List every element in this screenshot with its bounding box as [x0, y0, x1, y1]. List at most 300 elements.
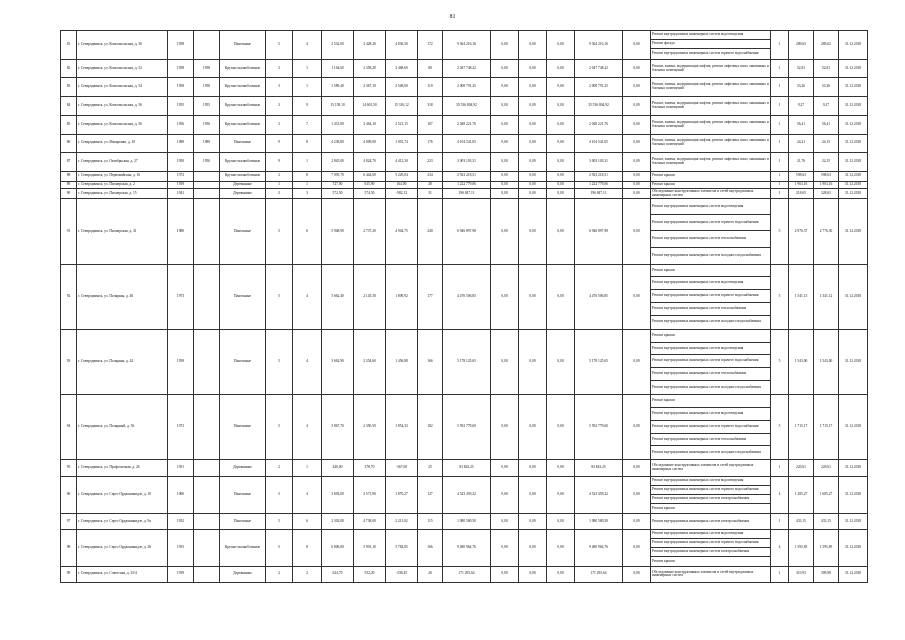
floors-cell: 3 — [266, 78, 293, 97]
works-count-cell: 5 — [771, 199, 789, 264]
area-total-cell: 5 948,90 — [322, 199, 354, 264]
unit-limit-cell: 56,41 — [814, 115, 839, 134]
unit-cost-cell: 53,26 — [789, 78, 814, 97]
cost-total-cell: 4 104 541,05 — [443, 134, 491, 153]
area-residential-cell: 2 350,50 — [354, 395, 386, 460]
wall-material-cell: Крупно-шлакоблочные — [220, 115, 266, 134]
entrances-cell: 8 — [293, 134, 322, 153]
row-number: 82 — [61, 59, 77, 78]
address-cell: г. Северодвинск, ул. Октябрьская, д. 27 — [77, 153, 168, 172]
work-item: Ремонт крыши — [652, 173, 675, 178]
cost-regional-cell: 0,00 — [519, 78, 547, 97]
entrances-cell: 2 — [293, 567, 322, 582]
entrances-cell: 1 — [293, 59, 322, 78]
work-item: Ремонт внутридомовых инженерных систем электроснабжения — [652, 518, 750, 523]
table-row — [61, 460, 868, 477]
address-cell: г. Северодвинск, ул. Комсомольская, д. 56 — [77, 115, 168, 134]
floors-cell: 5 — [266, 264, 293, 329]
address-cell: г. Северодвинск, ул. Макаренко, д. 10 — [77, 134, 168, 153]
cost-other-cell: 0,00 — [623, 529, 651, 567]
address-cell: г. Северодвинск, ул. Комсомольская, д. 56 — [77, 97, 168, 116]
work-item: Обследование конструктивных элементов и сетей внутридомовых инженерных систем — [652, 569, 754, 578]
completion-date-cell: 31.12.2018 — [839, 189, 868, 199]
cost-owners-cell: 4 476 506,85 — [575, 264, 623, 329]
floors-cell: 5 — [266, 31, 293, 60]
works-count-cell: 1 — [771, 189, 789, 199]
unit-limit-cell: 433,15 — [814, 514, 839, 529]
cost-municipal-cell: 0,00 — [547, 567, 575, 582]
entrances-cell: 1 — [293, 460, 322, 477]
area-residential-cell: 2 145,30 — [354, 264, 386, 329]
work-item: Ремонт крыши — [652, 505, 675, 510]
floors-cell: 5 — [266, 529, 293, 567]
table-row — [61, 264, 868, 329]
cost-regional-cell: 0,00 — [519, 329, 547, 394]
work-item: Ремонт, замена, модернизация лифтов, ремонт лифтовых шахт, машинных и блочных помещений — [652, 138, 769, 147]
unit-cost-cell: 1 595,85 — [789, 529, 814, 567]
cost-federal-cell: 0,00 — [491, 264, 519, 329]
works-count-cell: 1 — [771, 153, 789, 172]
row-number: 87 — [61, 153, 77, 172]
works-count-cell: 1 — [771, 115, 789, 134]
completion-date-cell: 31.12.2018 — [839, 329, 868, 394]
table-row — [61, 153, 868, 172]
cost-total-cell: 9 364 216,16 — [443, 31, 491, 60]
cost-total-cell: 2 048 221,76 — [443, 115, 491, 134]
table-row — [61, 115, 868, 134]
area-living-cell: -582,12 — [386, 189, 418, 199]
works-count-cell: 1 — [771, 567, 789, 582]
year-renovation-cell — [194, 31, 220, 60]
cost-federal-cell: 0,00 — [491, 199, 519, 264]
address-cell: г. Северодвинск, ул. Серго Орджоникидзе, д. 10 — [77, 476, 168, 514]
residents-cell: 28 — [418, 181, 443, 189]
cost-municipal-cell: 0,00 — [547, 264, 575, 329]
cost-total-cell: 4 523 459,22 — [443, 476, 491, 514]
completion-date-cell: 31.12.2018 — [839, 181, 868, 189]
completion-date-cell: 31.12.2018 — [839, 567, 868, 582]
address-cell: г. Северодвинск, ул. Полярный, д. 56 — [77, 395, 168, 460]
cost-municipal-cell: 0,00 — [547, 134, 575, 153]
cost-owners-cell: 5 592 779,60 — [575, 395, 623, 460]
cost-regional-cell: 0,00 — [519, 189, 547, 199]
entrances-cell: 4 — [293, 329, 322, 394]
area-living-cell: 164,00 — [386, 181, 418, 189]
works-cell — [651, 395, 771, 460]
area-residential-cell: 4 009,00 — [354, 134, 386, 153]
area-living-cell: -338,45 — [386, 567, 418, 582]
row-number: 91 — [61, 199, 77, 264]
residents-cell: 115 — [418, 514, 443, 529]
cost-regional-cell: 0,00 — [519, 567, 547, 582]
unit-limit-cell: 309,98 — [814, 567, 839, 582]
cost-owners-cell: 196 847,11 — [575, 189, 623, 199]
wall-material-cell: Крупно-шлакоблочные — [220, 97, 266, 116]
cost-regional-cell: 0,00 — [519, 476, 547, 514]
wall-material-cell: Панельные — [220, 395, 266, 460]
works-cell — [651, 189, 771, 199]
year-built-cell: 1960 — [168, 476, 194, 514]
cost-total-cell: 35 536 804,92 — [443, 97, 491, 116]
work-item: Ремонт крыши — [651, 395, 770, 408]
year-renovation-cell — [194, 171, 220, 181]
area-residential-cell: 4 824,70 — [354, 153, 386, 172]
year-renovation-cell — [194, 329, 220, 394]
unit-cost-cell: 52,81 — [789, 59, 814, 78]
entrances-cell: 8 — [293, 171, 322, 181]
work-item: Ремонт внутридомовых инженерных систем водоотведения — [651, 408, 770, 421]
residents-cell: 119 — [418, 78, 443, 97]
area-living-cell: 5 782,85 — [386, 529, 418, 567]
cost-other-cell: 0,00 — [623, 78, 651, 97]
unit-limit-cell: 289,62 — [814, 31, 839, 60]
cost-municipal-cell: 0,00 — [547, 460, 575, 477]
cost-federal-cell: 0,00 — [491, 460, 519, 477]
table-row — [61, 199, 868, 264]
year-built-cell: 1956 — [168, 115, 194, 134]
area-residential-cell: 2 367,10 — [354, 78, 386, 97]
work-item: Ремонт фасада — [651, 40, 770, 49]
cost-other-cell: 0,00 — [623, 171, 651, 181]
cost-regional-cell: 0,00 — [519, 395, 547, 460]
year-built-cell: 1952 — [168, 514, 194, 529]
cost-regional-cell: 0,00 — [519, 460, 547, 477]
floors-cell: 3 — [266, 115, 293, 134]
works-cell — [651, 567, 771, 582]
cost-owners-cell: 9 364 216,16 — [575, 31, 623, 60]
works-count-cell: 4 — [771, 476, 789, 514]
unit-limit-cell: 1 543,00 — [814, 329, 839, 394]
work-item: Ремонт внутридомовых инженерных систем теплоснабжения — [651, 303, 770, 316]
cost-other-cell: 0,00 — [623, 59, 651, 78]
cost-owners-cell: 2 008 791,25 — [575, 78, 623, 97]
address-cell: г. Северодвинск, ул. Пионерская, д. 2 — [77, 181, 168, 189]
entrances-cell: 8 — [293, 529, 322, 567]
cost-federal-cell: 0,00 — [491, 567, 519, 582]
cost-owners-cell: 1 080 580,50 — [575, 514, 623, 529]
work-item: Ремонт внутридомовых инженерных систем теплоснабжения — [651, 368, 770, 381]
cost-regional-cell: 0,00 — [519, 97, 547, 116]
work-item: Ремонт внутридомовых инженерных систем электроснабжения — [651, 548, 770, 557]
year-built-cell: 1973 — [168, 264, 194, 329]
residents-cell: 176 — [418, 134, 443, 153]
cost-total-cell: 1 080 580,50 — [443, 514, 491, 529]
row-number: 97 — [61, 514, 77, 529]
residents-cell: 26 — [418, 567, 443, 582]
cost-federal-cell: 0,00 — [491, 476, 519, 514]
wall-material-cell: Крупно-шлакоблочные — [220, 59, 266, 78]
works-count-cell: 1 — [771, 181, 789, 189]
floors-cell: 2 — [266, 171, 293, 181]
year-built-cell: 1941 — [168, 189, 194, 199]
cost-municipal-cell: 0,00 — [547, 395, 575, 460]
area-living-cell: 1 809,92 — [386, 264, 418, 329]
table-row — [61, 181, 868, 189]
floors-cell: 2 — [266, 460, 293, 477]
work-item: Ремонт внутридомовых инженерных систем электроснабжения — [651, 495, 770, 504]
wall-material-cell: Панельные — [220, 199, 266, 264]
floors-cell: 3 — [266, 59, 293, 78]
unit-limit-cell: 598,63 — [814, 171, 839, 181]
row-number: 98 — [61, 529, 77, 567]
area-living-cell: 4 412,30 — [386, 153, 418, 172]
year-renovation-cell — [194, 514, 220, 529]
completion-date-cell: 31.12.2018 — [839, 153, 868, 172]
area-living-cell: 1 870,27 — [386, 476, 418, 514]
area-total-cell: 1 164,60 — [322, 59, 354, 78]
area-living-cell: -367,00 — [386, 460, 418, 477]
area-total-cell: 727,00 — [322, 181, 354, 189]
cost-other-cell: 0,00 — [623, 329, 651, 394]
works-count-cell: 4 — [771, 529, 789, 567]
cost-other-cell: 0,00 — [623, 115, 651, 134]
cost-owners-cell: 4 104 541,05 — [575, 134, 623, 153]
work-item: Ремонт внутридомовых инженерных систем водоотведения — [651, 199, 770, 215]
area-total-cell: 6 806,00 — [322, 529, 354, 567]
completion-date-cell: 31.12.2018 — [839, 115, 868, 134]
cost-total-cell: 2 047 748,22 — [443, 59, 491, 78]
area-living-cell: 1 854,33 — [386, 395, 418, 460]
year-built-cell: 1951 — [168, 460, 194, 477]
address-cell: г. Северодвинск, ул. Полярная, д. 40 — [77, 264, 168, 329]
area-total-cell: 5 662,40 — [322, 264, 354, 329]
cost-municipal-cell: 0,00 — [547, 329, 575, 394]
floors-cell: 9 — [266, 153, 293, 172]
area-total-cell: 7 095,70 — [322, 171, 354, 181]
year-built-cell: 1939 — [168, 567, 194, 582]
floors-cell: 1 — [266, 181, 293, 189]
area-residential-cell: 2 428,20 — [354, 31, 386, 60]
year-renovation-cell — [194, 460, 220, 477]
year-built-cell: 1939 — [168, 181, 194, 189]
cost-federal-cell: 0,00 — [491, 59, 519, 78]
unit-cost-cell: 598,63 — [789, 171, 814, 181]
works-cell — [651, 529, 771, 567]
cost-federal-cell: 0,00 — [491, 171, 519, 181]
work-item: Ремонт внутридомовых инженерных систем горячего водоснабжения — [651, 215, 770, 231]
cost-federal-cell: 0,00 — [491, 97, 519, 116]
area-total-cell: 440,00 — [322, 460, 354, 477]
residents-cell: 80 — [418, 59, 443, 78]
cost-total-cell: 2 923 218,51 — [443, 171, 491, 181]
cost-total-cell: 6 946 897,98 — [443, 199, 491, 264]
cost-owners-cell: 83 843,25 — [575, 460, 623, 477]
row-number: 86 — [61, 134, 77, 153]
work-item: Ремонт внутридомовых инженерных систем горячего водоснабжения — [651, 290, 770, 303]
floors-cell: 2 — [266, 567, 293, 582]
work-item: Ремонт внутридомовых инженерных систем горячего водоснабжения — [651, 539, 770, 548]
cost-municipal-cell: 0,00 — [547, 115, 575, 134]
table-row — [61, 31, 868, 60]
area-total-cell: 3 692,00 — [322, 476, 354, 514]
completion-date-cell: 31.12.2018 — [839, 78, 868, 97]
address-cell: г. Северодвинск, ул. Пионерская, д. 15 — [77, 189, 168, 199]
cost-owners-cell: 3 003 103,31 — [575, 153, 623, 172]
table-row — [61, 395, 868, 460]
cost-regional-cell: 0,00 — [519, 199, 547, 264]
wall-material-cell: Панельные — [220, 476, 266, 514]
area-total-cell: 15 158,10 — [322, 97, 354, 116]
cost-regional-cell: 0,00 — [519, 115, 547, 134]
year-built-cell: 1972 — [168, 171, 194, 181]
area-living-cell: 4 836,50 — [386, 31, 418, 60]
area-living-cell: 1 456,88 — [386, 329, 418, 394]
cost-total-cell: 5 592 779,60 — [443, 395, 491, 460]
work-item: Ремонт внутридомовых инженерных систем водоотведения — [651, 477, 770, 486]
year-built-cell: 1989 — [168, 134, 194, 153]
cost-municipal-cell: 0,00 — [547, 31, 575, 60]
cost-municipal-cell: 0,00 — [547, 59, 575, 78]
cost-other-cell: 0,00 — [623, 514, 651, 529]
work-item: Ремонт внутридомовых инженерных систем горячего водоснабжения — [651, 486, 770, 495]
cost-municipal-cell: 0,00 — [547, 171, 575, 181]
year-renovation-cell — [194, 189, 220, 199]
entrances-cell: 4 — [293, 476, 322, 514]
unit-limit-cell: 1 715,17 — [814, 395, 839, 460]
works-cell — [651, 264, 771, 329]
cost-regional-cell: 0,00 — [519, 153, 547, 172]
entrances-cell: 4 — [293, 264, 322, 329]
work-item: Ремонт внутридомовых инженерных систем холодного водоснабжения — [652, 319, 761, 324]
residents-cell: 223 — [418, 153, 443, 172]
table-row — [61, 189, 868, 199]
area-residential-cell: 378,70 — [354, 460, 386, 477]
works-cell — [651, 78, 771, 97]
works-cell — [651, 31, 771, 60]
table-row — [61, 134, 868, 153]
residents-cell: 172 — [418, 31, 443, 60]
completion-date-cell: 31.12.2018 — [839, 59, 868, 78]
unit-cost-cell: 21,76 — [789, 153, 814, 172]
cost-federal-cell: 0,00 — [491, 181, 519, 189]
work-item: Ремонт внутридомовых инженерных систем горячего водоснабжения — [651, 355, 770, 368]
address-cell: г. Северодвинск, ул. Серго Орджоникидзе, д. 36 — [77, 529, 168, 567]
completion-date-cell: 31.12.2018 — [839, 171, 868, 181]
works-count-cell: 5 — [771, 329, 789, 394]
cost-municipal-cell: 0,00 — [547, 78, 575, 97]
address-cell: г. Северодвинск, ул. Советская, д. 33/4 — [77, 567, 168, 582]
unit-cost-cell: 24,21 — [789, 134, 814, 153]
cost-owners-cell: 9 480 964,76 — [575, 529, 623, 567]
year-built-cell: 1972 — [168, 395, 194, 460]
table-row — [61, 476, 868, 514]
completion-date-cell: 31.12.2018 — [839, 199, 868, 264]
year-built-cell: 1958 — [168, 59, 194, 78]
unit-cost-cell: 9,27 — [789, 97, 814, 116]
cost-other-cell: 0,00 — [623, 199, 651, 264]
completion-date-cell: 31.12.2018 — [839, 97, 868, 116]
cost-regional-cell: 0,00 — [519, 529, 547, 567]
year-built-cell: 1958 — [168, 78, 194, 97]
work-item: Обследование конструктивных элементов и сетей внутридомовых инженерных систем — [652, 463, 754, 471]
completion-date-cell: 31.12.2018 — [839, 395, 868, 460]
works-cell — [651, 476, 771, 514]
cost-regional-cell: 0,00 — [519, 514, 547, 529]
unit-cost-cell: 1 543,00 — [789, 329, 814, 394]
unit-cost-cell: 1 285,27 — [789, 476, 814, 514]
year-renovation-cell — [194, 567, 220, 582]
cost-federal-cell: 0,00 — [491, 115, 519, 134]
cost-regional-cell: 0,00 — [519, 134, 547, 153]
residents-cell: 166 — [418, 529, 443, 567]
entrances-cell: 6 — [293, 199, 322, 264]
row-number: 96 — [61, 476, 77, 514]
residents-cell: 107 — [418, 115, 443, 134]
wall-material-cell: Панельные — [220, 514, 266, 529]
works-cell — [651, 115, 771, 134]
area-total-cell: 3 662,90 — [322, 329, 354, 394]
work-item: Ремонт крыши — [652, 182, 675, 187]
table-row — [61, 97, 868, 116]
cost-federal-cell: 0,00 — [491, 189, 519, 199]
row-number: 95 — [61, 460, 77, 477]
area-living-cell: 4 944,75 — [386, 199, 418, 264]
work-item: Ремонт, замена, модернизация лифтов, ремонт лифтовых шахт, машинных и блочных помещений — [652, 63, 769, 72]
year-renovation-cell — [194, 395, 220, 460]
floors-cell: 5 — [266, 476, 293, 514]
works-count-cell: 1 — [771, 514, 789, 529]
area-total-cell: 3 867,70 — [322, 395, 354, 460]
work-item: Ремонт внутридомовых инженерных систем горячего водоснабжения — [652, 51, 759, 56]
address-cell: г. Северодвинск, ул. Серго Орджоникидзе, д. 9а — [77, 514, 168, 529]
cost-regional-cell: 0,00 — [519, 31, 547, 60]
cost-municipal-cell: 0,00 — [547, 199, 575, 264]
works-cell — [651, 460, 771, 477]
works-cell — [651, 181, 771, 189]
year-renovation-cell: 1956 — [194, 115, 220, 134]
cost-other-cell: 0,00 — [623, 153, 651, 172]
unit-limit-cell: 1 595,85 — [814, 529, 839, 567]
unit-cost-cell: 1 541,13 — [789, 264, 814, 329]
address-cell: г. Северодвинск, ул. Полярная, д. 42 — [77, 329, 168, 394]
cost-federal-cell: 0,00 — [491, 395, 519, 460]
row-number: 92 — [61, 264, 77, 329]
area-total-cell: 1 431,80 — [322, 115, 354, 134]
area-total-cell: 572,50 — [322, 189, 354, 199]
works-cell — [651, 514, 771, 529]
cost-owners-cell: 2 923 218,51 — [575, 171, 623, 181]
area-residential-cell: 2 358,20 — [354, 59, 386, 78]
table-row — [61, 78, 868, 97]
cost-total-cell: 5 178 125,65 — [443, 329, 491, 394]
cost-other-cell: 0,00 — [623, 189, 651, 199]
year-built-cell: 1953 — [168, 529, 194, 567]
work-item: Ремонт внутридомовых инженерных систем теплоснабжения — [651, 231, 770, 247]
unit-limit-cell: 328,63 — [814, 189, 839, 199]
year-built-cell: 1958 — [168, 31, 194, 60]
floors-cell: 2 — [266, 189, 293, 199]
area-residential-cell: 5 901,10 — [354, 529, 386, 567]
work-item: Ремонт внутридомовых инженерных систем холодного водоснабжения — [652, 252, 761, 257]
residents-cell: 318 — [418, 97, 443, 116]
area-living-cell: 2 548,00 — [386, 78, 418, 97]
wall-material-cell: Панельные — [220, 31, 266, 60]
unit-cost-cell: 56,41 — [789, 115, 814, 134]
area-residential-cell: 2 464,10 — [354, 115, 386, 134]
address-cell: г. Северодвинск, ул. Пионерская, д. 41 — [77, 199, 168, 264]
entrances-cell: 1 — [293, 181, 322, 189]
completion-date-cell: 31.12.2018 — [839, 134, 868, 153]
residents-cell: 31 — [418, 189, 443, 199]
area-total-cell: 1 589,40 — [322, 78, 354, 97]
work-item: Ремонт внутридомовых инженерных систем водоотведения — [651, 31, 770, 40]
unit-limit-cell: 52,81 — [814, 59, 839, 78]
cost-owners-cell: 171 293,64 — [575, 567, 623, 582]
cost-municipal-cell: 0,00 — [547, 476, 575, 514]
completion-date-cell: 31.12.2018 — [839, 529, 868, 567]
floors-cell: 5 — [266, 199, 293, 264]
works-count-cell: 5 — [771, 264, 789, 329]
